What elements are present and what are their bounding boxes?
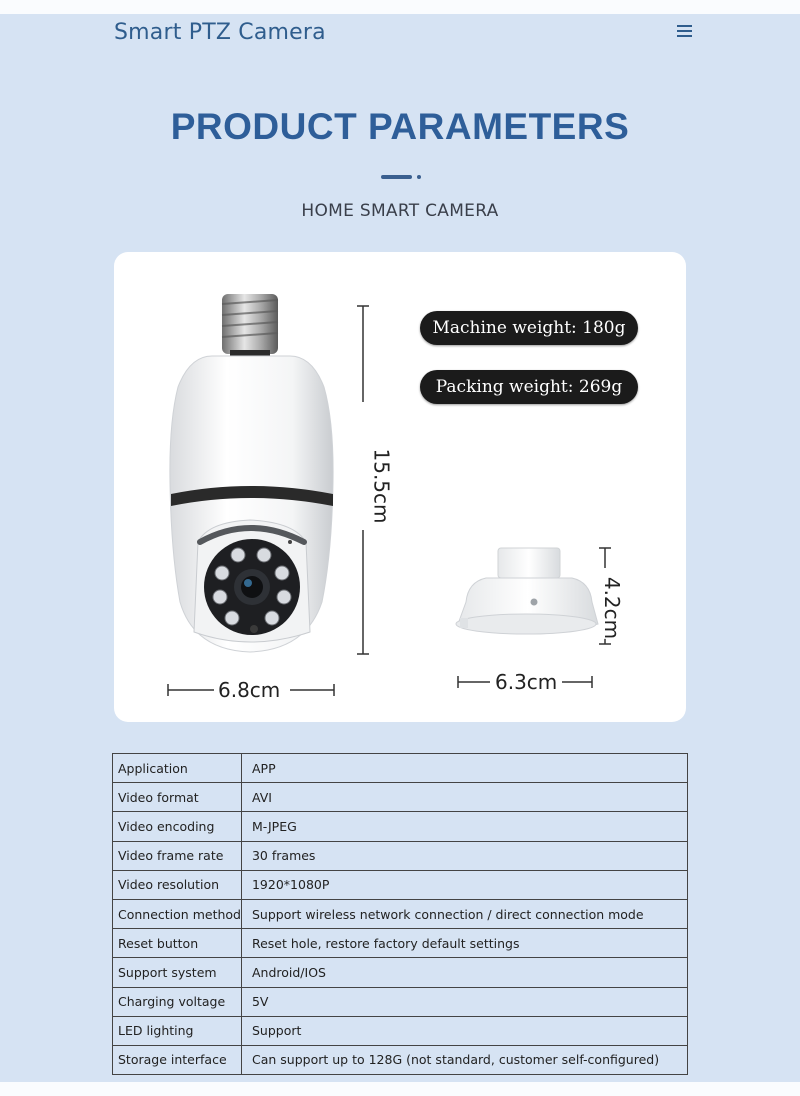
packing-weight-badge: Packing weight: 269g — [420, 370, 638, 404]
table-row — [113, 929, 688, 958]
spec-value: Can support up to 128G (not standard, customer self-configured) — [241, 1045, 687, 1074]
table-row — [113, 812, 688, 841]
spec-label: Video resolution — [113, 870, 242, 899]
spec-value: Reset hole, restore factory default settings — [241, 929, 687, 958]
table-row — [113, 754, 688, 783]
page-background — [0, 14, 800, 1082]
table-row — [113, 841, 688, 870]
spec-value: Android/IOS — [241, 958, 687, 987]
spec-label: LED lighting — [113, 1016, 242, 1045]
heading-divider — [381, 175, 423, 180]
spec-value: 1920*1080P — [241, 870, 687, 899]
spec-value: 5V — [241, 987, 687, 1016]
machine-weight-badge: Machine weight: 180g — [420, 311, 638, 345]
table-row — [113, 1045, 688, 1074]
camera-body-icon — [170, 356, 333, 652]
spec-value: M-JPEG — [241, 812, 687, 841]
table-row — [113, 870, 688, 899]
spec-label: Video format — [113, 783, 242, 812]
table-row — [113, 783, 688, 812]
spec-label: Storage interface — [113, 1045, 242, 1074]
height-dimension-line — [357, 306, 369, 654]
spec-label: Charging voltage — [113, 987, 242, 1016]
table-row — [113, 1016, 688, 1045]
spec-value: Support wireless network connection / direct connection mode — [241, 899, 687, 928]
page-subheading: HOME SMART CAMERA — [301, 201, 499, 221]
hamburger-menu-icon[interactable] — [677, 24, 692, 38]
table-row — [113, 987, 688, 1016]
camera-width-label: 6.8cm — [218, 678, 281, 702]
camera-height-label: 15.5cm — [369, 448, 394, 524]
spec-label: Video frame rate — [113, 841, 242, 870]
spec-value: Support — [241, 1016, 687, 1045]
spec-label: Support system — [113, 958, 242, 987]
spec-value: AVI — [241, 783, 687, 812]
product-image-card — [114, 252, 686, 722]
spec-label: Reset button — [113, 929, 242, 958]
spec-label: Connection method — [113, 899, 242, 928]
spec-value: APP — [241, 754, 687, 783]
spec-value: 30 frames — [241, 841, 687, 870]
lamp-base-icon — [456, 548, 598, 634]
table-row — [113, 958, 688, 987]
app-title[interactable]: Smart PTZ Camera — [114, 20, 326, 45]
spec-table — [112, 753, 688, 1075]
spec-label: Application — [113, 754, 242, 783]
base-width-label: 6.3cm — [495, 670, 558, 694]
spec-label: Video encoding — [113, 812, 242, 841]
table-row — [113, 899, 688, 928]
screw-cap-icon — [222, 294, 278, 360]
page-heading: PRODUCT PARAMETERS — [170, 106, 630, 147]
base-height-label: 4.2cm — [600, 576, 625, 640]
